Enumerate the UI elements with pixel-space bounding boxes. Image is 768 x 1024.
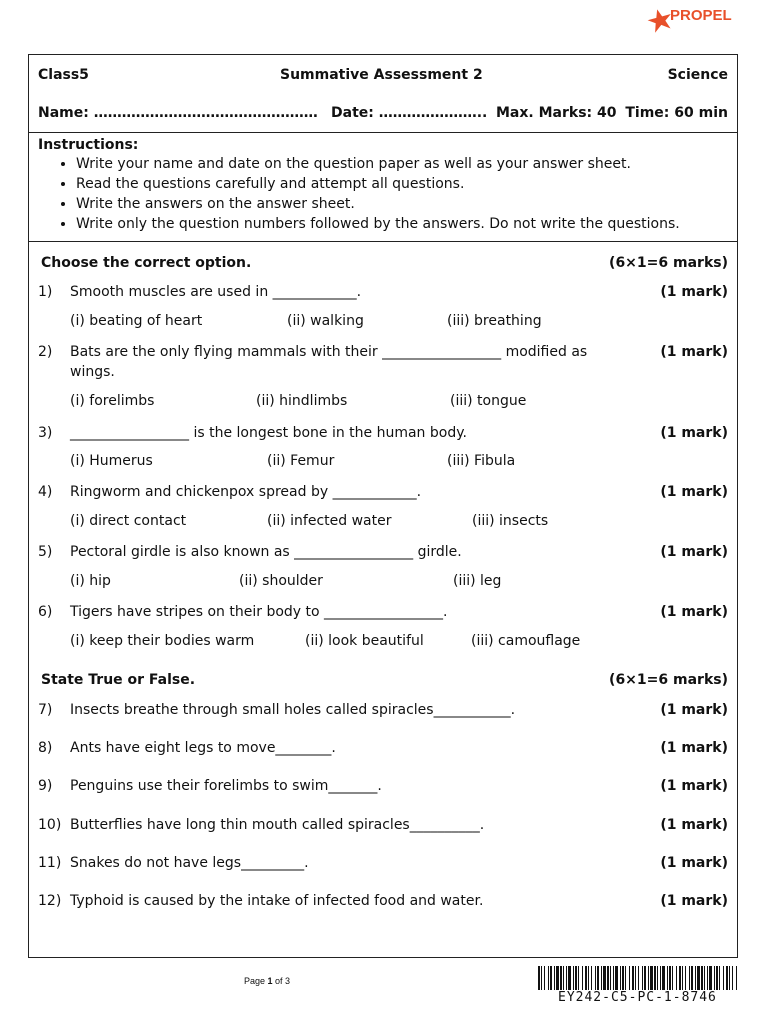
option: (i) Humerus	[70, 453, 153, 469]
instruction-item: • Read the questions carefully and attempt all questions.	[76, 174, 680, 194]
barcode-code: EY242-C5-PC-1-8746	[558, 990, 717, 1005]
question-marks: (1 mark)	[660, 544, 728, 560]
section-a-title: Choose the correct option.	[41, 255, 252, 271]
question-marks: (1 mark)	[660, 425, 728, 441]
option: (i) direct contact	[70, 513, 187, 529]
section-a-marks: (6×1=6 marks)	[609, 255, 728, 271]
divider	[29, 132, 737, 133]
date-field: Date: …………………..	[331, 105, 488, 121]
question-marks: (1 mark)	[660, 855, 728, 871]
option: (i) forelimbs	[70, 393, 155, 409]
option: (ii) shoulder	[239, 573, 323, 589]
option: (iii) insects	[472, 513, 549, 529]
option: (ii) walking	[287, 313, 364, 329]
question-text: Smooth muscles are used in ____________.	[70, 284, 362, 300]
propel-logo	[646, 4, 746, 44]
option: (i) beating of heart	[70, 313, 203, 329]
question-marks: (1 mark)	[660, 484, 728, 500]
question-text: Snakes do not have legs_________.	[70, 855, 309, 871]
page-indicator	[244, 976, 290, 986]
question-text: Ants have eight legs to move________.	[70, 740, 336, 756]
barcode	[538, 966, 740, 990]
question-marks: (1 mark)	[660, 284, 728, 300]
name-field: Name: …………………………………………	[38, 105, 318, 121]
question-number: 9)	[38, 778, 53, 794]
section-b-title: State True or False.	[41, 672, 196, 688]
question-text: _________________ is the longest bone in the human body.	[70, 425, 467, 441]
question-number: 2)	[38, 344, 53, 360]
time-limit: Time: 60 min	[625, 105, 728, 121]
option: (ii) infected water	[267, 513, 392, 529]
max-marks: Max. Marks: 40	[496, 105, 617, 121]
question-number: 5)	[38, 544, 53, 560]
option: (iii) breathing	[447, 313, 542, 329]
question-number: 12)	[38, 893, 62, 909]
question-number: 3)	[38, 425, 53, 441]
question-text-cont: wings.	[70, 364, 115, 380]
divider	[29, 241, 737, 242]
question-text: Typhoid is caused by the intake of infected food and water.	[70, 893, 484, 909]
question-number: 4)	[38, 484, 53, 500]
question-text: Bats are the only flying mammals with their _________________ modified as	[70, 344, 588, 360]
option: (ii) look beautiful	[305, 633, 424, 649]
question-marks: (1 mark)	[660, 893, 728, 909]
question-number: 7)	[38, 702, 53, 718]
question-marks: (1 mark)	[660, 817, 728, 833]
option: (ii) Femur	[267, 453, 335, 469]
page-title: Summative Assessment 2	[280, 67, 483, 83]
question-number: 6)	[38, 604, 53, 620]
page-suffix: of 3	[272, 976, 291, 986]
question-marks: (1 mark)	[660, 702, 728, 718]
question-text: Insects breathe through small holes called spiracles___________.	[70, 702, 516, 718]
section-b-marks: (6×1=6 marks)	[609, 672, 728, 688]
instructions-title: Instructions:	[38, 137, 139, 153]
question-number: 11)	[38, 855, 62, 871]
page-number: 1	[267, 976, 273, 986]
question-marks: (1 mark)	[660, 740, 728, 756]
option: (ii) hindlimbs	[256, 393, 348, 409]
option: (i) hip	[70, 573, 111, 589]
question-marks: (1 mark)	[660, 344, 728, 360]
option: (iii) leg	[453, 573, 502, 589]
question-text: Penguins use their forelimbs to swim_______.	[70, 778, 382, 794]
instruction-item: • Write only the question numbers followed by the answers. Do not write the questions.	[76, 214, 680, 234]
question-number: 10)	[38, 817, 62, 833]
option: (iii) Fibula	[447, 453, 516, 469]
class-label: Class5	[38, 67, 89, 83]
question-text: Butterflies have long thin mouth called spiracles__________.	[70, 817, 485, 833]
option: (i) keep their bodies warm	[70, 633, 255, 649]
instruction-item: • Write your name and date on the question paper as well as your answer sheet.	[76, 154, 680, 174]
question-text: Tigers have stripes on their body to _________________.	[70, 604, 448, 620]
page-prefix: Page	[244, 976, 268, 986]
instructions-list	[46, 154, 680, 234]
question-marks: (1 mark)	[660, 778, 728, 794]
question-text: Pectoral girdle is also known as _________________ girdle.	[70, 544, 462, 560]
question-number: 1)	[38, 284, 53, 300]
question-marks: (1 mark)	[660, 604, 728, 620]
instruction-item: • Write the answers on the answer sheet.	[76, 194, 680, 214]
subject-label: Science	[667, 67, 728, 83]
question-number: 8)	[38, 740, 53, 756]
brand-name: PROPEL	[670, 7, 732, 24]
option: (iii) tongue	[450, 393, 527, 409]
question-text: Ringworm and chickenpox spread by ____________.	[70, 484, 422, 500]
option: (iii) camouflage	[471, 633, 581, 649]
